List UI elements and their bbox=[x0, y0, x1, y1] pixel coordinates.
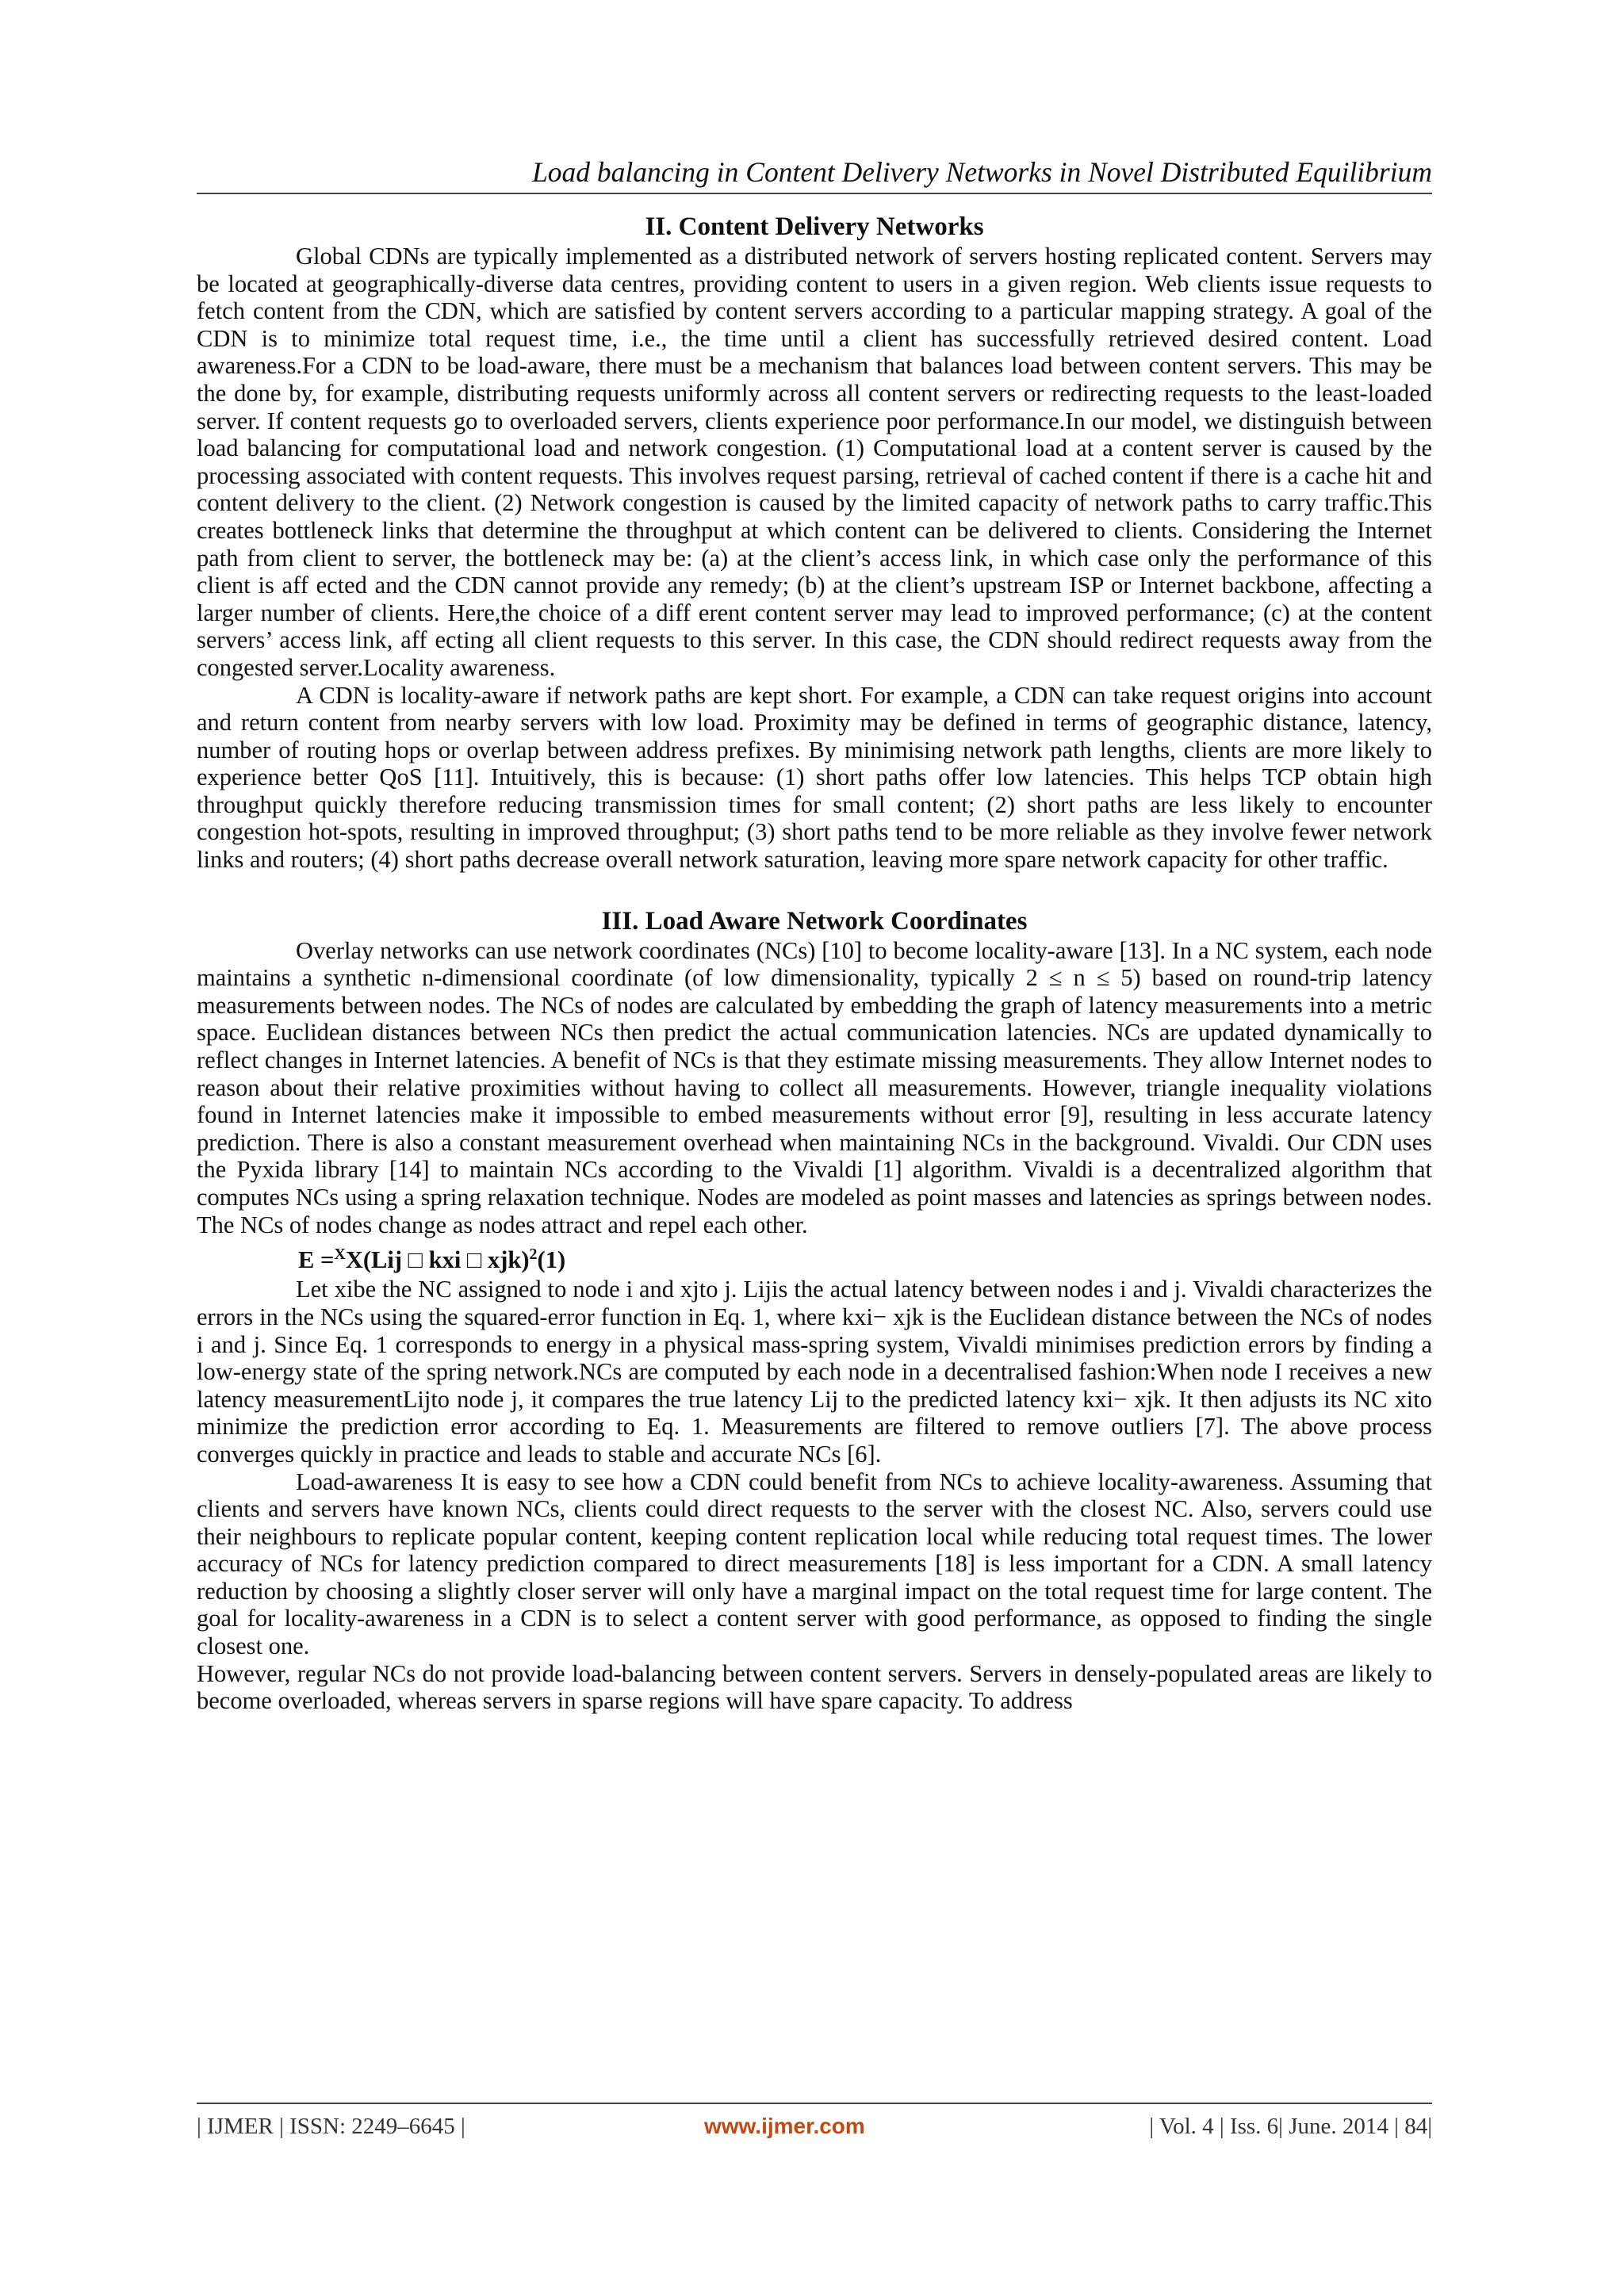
footer-volume-page: | Vol. 4 | Iss. 6| June. 2014 | 84| bbox=[1149, 2114, 1432, 2139]
equation-sum-mark: X bbox=[334, 1246, 346, 1264]
page-footer bbox=[197, 2109, 1432, 2144]
paragraph-locality-aware: A CDN is locality-aware if network paths are kept short. For example, a CDN can take request origins into account and return content from nearby servers with low load. Proximity may be defined in terms of geographic distance, latency, number of routing hops or overlap between address prefixes. By minimising network path lengths, clients are more likely to experience better QoS [11]. Intuitively, this is because: (1) short paths offer low latencies. This helps TCP obtain high throughput quickly therefore reducing transmission times for small content; (2) short paths are less likely to encounter congestion hot-spots, resulting in improved throughput; (3) short paths tend to be more reliable as they involve fewer network links and routers; (4) short paths decrease overall network saturation, leaving more spare network capacity for other traffic. bbox=[197, 681, 1432, 874]
equation-lead: E = bbox=[298, 1246, 335, 1274]
footer-journal-issn: | IJMER | ISSN: 2249–6645 | bbox=[197, 2114, 465, 2139]
section-heading-content-delivery-networks: II. Content Delivery Networks bbox=[645, 212, 984, 241]
paragraph-network-coordinates: Overlay networks can use network coordinates (NCs) [10] to become locality-aware [13]. In a NC system, each node maintains a synthetic n-dimensional coordinate (of low dimensionality, typically 2 ≤ n ≤ 5) based on round-trip latency measurements between nodes. The NCs of nodes are calculated by embedding the graph of latency measurements into a metric space. Euclidean distances between NCs then predict the actual communication latencies. NCs are updated dynamically to reflect changes in Internet latencies. A benefit of NCs is that they estimate missing measurements. They allow Internet nodes to reason about their relative proximities without having to collect all measurements. However, triangle inequality violations found in Internet latencies make it impossible to embed measurements without error [9], resulting in less accurate latency prediction. There is also a constant measurement overhead when maintaining NCs in the background. Vivaldi. Our CDN uses the Pyxida library [14] to maintain NCs according to the Vivaldi [1] algorithm. Vivaldi is a decentralized algorithm that computes NCs using a spring relaxation technique. Nodes are modeled as point masses and latencies as springs between nodes. The NCs of nodes change as nodes attract and repel each other. bbox=[197, 936, 1432, 1238]
header-rule bbox=[197, 193, 1432, 194]
equation-label: (1) bbox=[537, 1246, 566, 1274]
section-spacer bbox=[197, 874, 1432, 905]
equation-body: X(Lij □ kxi □ xjk) bbox=[345, 1246, 530, 1274]
paragraph-load-awareness: Load-awareness It is easy to see how a CDN could benefit from NCs to achieve locality-awareness. Assuming that clients and servers have known NCs, clients could direct requests to the server with the closest NC. Also, servers could use their neighbours to replicate popular content, keeping content replication local while reducing total request times. The lower accuracy of NCs for latency prediction compared to direct measurements [18] is less important for a CDN. A small latency reduction by choosing a slightly closer server will only have a marginal impact on the total request time for large content. The goal for locality-awareness in a CDN is to select a content server with good performance, as opposed to finding the single closest one. bbox=[197, 1468, 1432, 1660]
body-text bbox=[197, 211, 1432, 1715]
footer-website-link[interactable]: www.ijmer.com bbox=[704, 2114, 865, 2138]
equation-power: 2 bbox=[529, 1246, 538, 1264]
paragraph-cdn-overview: Global CDNs are typically implemented as a distributed network of servers hosting replicated content. Servers may be located at geographically-diverse data centres, providing content to users in a given region. Web clients issue requests to fetch content from the CDN, which are satisfied by content servers according to a particular mapping strategy. A goal of the CDN is to minimize total request time, i.e., the time until a client has successfully retrieved desired content. Load awareness.For a CDN to be load-aware, there must be a mechanism that balances load between content servers. This may be the done by, for example, distributing requests uniformly across all content servers or redirecting requests to the least-loaded server. If content requests go to overloaded servers, clients experience poor performance.In our model, we distinguish between load balancing for computational load and network congestion. (1) Computational load at a content server is caused by the processing associated with content requests. This involves request parsing, retrieval of cached content if there is a cache hit and content delivery to the client. (2) Network congestion is caused by the limited capacity of network paths to carry traffic.This creates bottleneck links that determine the throughput at which content can be delivered to clients. Considering the Internet path from client to server, the bottleneck may be: (a) at the client’s access link, in which case only the performance of this client is aff ected and the CDN cannot provide any remedy; (b) at the client’s upstream ISP or Internet backbone, affecting a larger number of clients. Here,the choice of a diff erent content server may lead to improved performance; (c) at the content servers’ access link, aff ecting all client requests to this server. In this case, the CDN should redirect requests away from the congested server.Locality awareness. bbox=[197, 243, 1432, 681]
footer-rule bbox=[197, 2103, 1432, 2104]
running-header: Load balancing in Content Delivery Networks in Novel Distributed Equilibrium bbox=[532, 156, 1432, 188]
equation-1 bbox=[197, 1238, 1432, 1276]
section-heading-load-aware-nc: III. Load Aware Network Coordinates bbox=[601, 906, 1028, 936]
paragraph-regular-ncs: However, regular NCs do not provide load-balancing between content servers. Servers in densely-populated areas are likely to become overloaded, whereas servers in sparse regions will have spare capacity. To address bbox=[197, 1659, 1432, 1715]
paragraph-vivaldi-errors: Let xibe the NC assigned to node i and xjto j. Lijis the actual latency between nodes i and j. Vivaldi characterizes the errors in the NCs using the squared-error function in Eq. 1, where kxi− xjk is the Euclidean distance between the NCs of nodes i and j. Since Eq. 1 corresponds to energy in a physical mass-spring system, Vivaldi minimises prediction errors by finding a low-energy state of the spring network.NCs are computed by each node in a decentralised fashion:When node I receives a new latency measurementLijto node j, it compares the true latency Lij to the predicted latency kxi− xjk. It then adjusts its NC xito minimize the prediction error according to Eq. 1. Measurements are filtered to remove outliers [7]. The above process converges quickly in practice and leads to stable and accurate NCs [6]. bbox=[197, 1276, 1432, 1468]
